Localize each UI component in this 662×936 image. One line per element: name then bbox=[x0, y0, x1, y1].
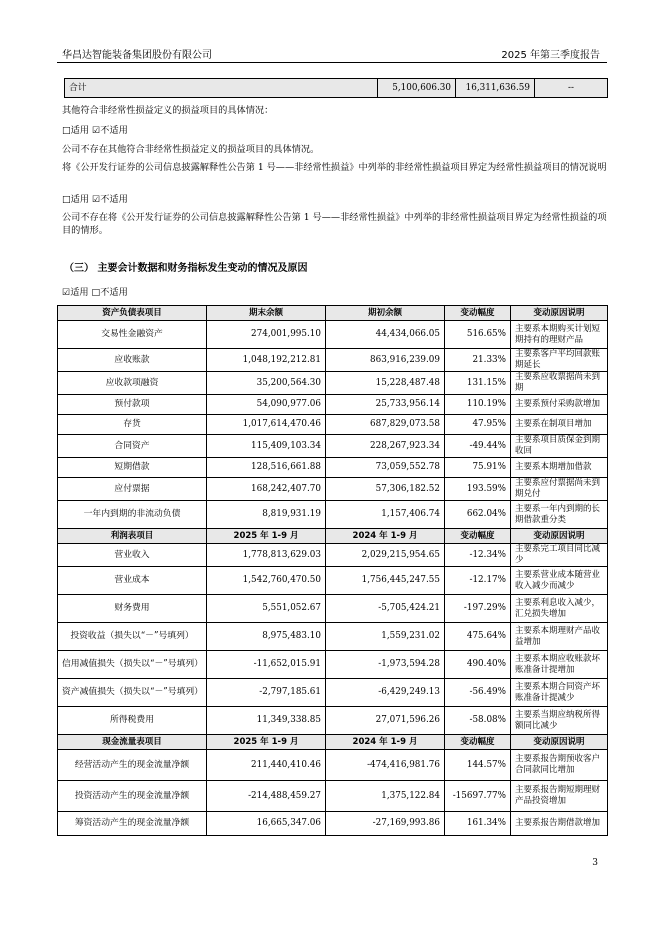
item-name: 投资活动产生的现金流量净额 bbox=[58, 781, 207, 812]
change-reason: 主要系在制项目增加 bbox=[511, 415, 608, 435]
item-name: 应付票据 bbox=[58, 478, 207, 501]
balance-row bbox=[58, 435, 608, 458]
summary-row bbox=[65, 79, 608, 98]
column-header: 2025 年 1-9 月 bbox=[207, 529, 326, 544]
summary-table bbox=[64, 78, 608, 98]
change-reason: 主要系报告期借款增加 bbox=[511, 812, 608, 836]
paragraph: 其他符合非经常性损益定义的损益项目的具体情况： bbox=[62, 105, 274, 116]
value-cell: 44,434,066.05 bbox=[326, 321, 445, 349]
value-cell: 1,542,760,470.50 bbox=[207, 567, 326, 595]
balance-header-row bbox=[58, 306, 608, 321]
balance-row bbox=[58, 372, 608, 395]
changes-table bbox=[57, 305, 608, 836]
profit-row bbox=[58, 544, 608, 567]
value-cell: -214,488,459.27 bbox=[207, 781, 326, 812]
column-header: 变动幅度 bbox=[445, 529, 511, 544]
company-header: 华昌达智能装备集团股份有限公司 bbox=[62, 50, 212, 61]
profit-row bbox=[58, 595, 608, 623]
value-cell: -11,652,015.91 bbox=[207, 651, 326, 679]
column-header: 2024 年 1-9 月 bbox=[326, 735, 445, 750]
value-cell: 35,200,564.30 bbox=[207, 372, 326, 395]
change-reason: 主要系完工项目同比减少 bbox=[511, 544, 608, 567]
change-reason: 主要系当期应纳税所得额同比减少 bbox=[511, 707, 608, 735]
value-cell: 1,048,192,212.81 bbox=[207, 349, 326, 372]
item-name: 筹资活动产生的现金流量净额 bbox=[58, 812, 207, 836]
value-cell: 2,029,215,954.65 bbox=[326, 544, 445, 567]
cashflow-row bbox=[58, 750, 608, 781]
value-cell: -197.29% bbox=[445, 595, 511, 623]
applicability-checkbox: ☑适用 □不适用 bbox=[62, 287, 128, 298]
item-name: 预付款项 bbox=[58, 395, 207, 415]
value-cell: 1,756,445,247.55 bbox=[326, 567, 445, 595]
column-header: 资产负债表项目 bbox=[58, 306, 207, 321]
column-header: 利润表项目 bbox=[58, 529, 207, 544]
value-cell: 57,306,182.52 bbox=[326, 478, 445, 501]
cashflow-row bbox=[58, 781, 608, 812]
item-name: 投资收益（损失以“－”号填列） bbox=[58, 623, 207, 651]
profit-row bbox=[58, 567, 608, 595]
column-header: 变动幅度 bbox=[445, 735, 511, 750]
cashflow-row bbox=[58, 812, 608, 836]
change-reason: 主要系本期增加借款 bbox=[511, 458, 608, 478]
change-reason: 主要系报告期短期理财产品投资增加 bbox=[511, 781, 608, 812]
value-cell: 75.91% bbox=[445, 458, 511, 478]
profit-row bbox=[58, 679, 608, 707]
item-name: 合同资产 bbox=[58, 435, 207, 458]
item-name: 交易性金融资产 bbox=[58, 321, 207, 349]
value-cell: 131.15% bbox=[445, 372, 511, 395]
column-header: 2024 年 1-9 月 bbox=[326, 529, 445, 544]
item-name: 信用减值损失（损失以“－”号填列） bbox=[58, 651, 207, 679]
item-name: 经营活动产生的现金流量净额 bbox=[58, 750, 207, 781]
change-reason: 主要系项目质保金到期收回 bbox=[511, 435, 608, 458]
value-cell: 8,819,931.19 bbox=[207, 501, 326, 529]
value-cell: 21.33% bbox=[445, 349, 511, 372]
column-header: 期初余额 bbox=[326, 306, 445, 321]
applicability-checkbox: □适用 ☑不适用 bbox=[62, 125, 128, 136]
item-name: 营业成本 bbox=[58, 567, 207, 595]
balance-row bbox=[58, 395, 608, 415]
value-cell: -1,973,594.28 bbox=[326, 651, 445, 679]
value-cell: 16,665,347.06 bbox=[207, 812, 326, 836]
value-cell: 27,071,596.26 bbox=[326, 707, 445, 735]
value-cell: 193.59% bbox=[445, 478, 511, 501]
column-header: 变动原因说明 bbox=[511, 735, 608, 750]
value-cell: 115,409,103.34 bbox=[207, 435, 326, 458]
column-header: 期末余额 bbox=[207, 306, 326, 321]
value-cell: 128,516,661.88 bbox=[207, 458, 326, 478]
change-reason: 主要系利息收入减少，汇兑损失增加 bbox=[511, 595, 608, 623]
summary-value: 5,100,606.30 bbox=[378, 79, 456, 98]
value-cell: -474,416,981.76 bbox=[326, 750, 445, 781]
value-cell: 475.64% bbox=[445, 623, 511, 651]
value-cell: 211,440,410.46 bbox=[207, 750, 326, 781]
value-cell: 228,267,923.34 bbox=[326, 435, 445, 458]
value-cell: 168,242,407.70 bbox=[207, 478, 326, 501]
value-cell: 863,916,239.09 bbox=[326, 349, 445, 372]
cashflow-header-row bbox=[58, 735, 608, 750]
balance-row bbox=[58, 415, 608, 435]
change-reason: 主要系应付票据尚未到期兑付 bbox=[511, 478, 608, 501]
section-title: （三） 主要会计数据和财务指标发生变动的情况及原因 bbox=[64, 263, 308, 274]
paragraph: 公司不存在将《公开发行证券的公司信息披露解释性公告第 1 号——非经常性损益》中列举的非经常性损益项目界定为经常性损益的项目的情形。 bbox=[62, 212, 607, 236]
profit-row bbox=[58, 623, 608, 651]
item-name: 应收账款 bbox=[58, 349, 207, 372]
value-cell: -5,705,424.21 bbox=[326, 595, 445, 623]
value-cell: -12.34% bbox=[445, 544, 511, 567]
value-cell: 144.57% bbox=[445, 750, 511, 781]
summary-value: -- bbox=[535, 79, 608, 98]
column-header: 变动原因说明 bbox=[511, 529, 608, 544]
value-cell: 15,228,487.48 bbox=[326, 372, 445, 395]
value-cell: 1,157,406.74 bbox=[326, 501, 445, 529]
value-cell: 516.65% bbox=[445, 321, 511, 349]
column-header: 2025 年 1-9 月 bbox=[207, 735, 326, 750]
applicability-checkbox: □适用 ☑不适用 bbox=[62, 194, 128, 205]
balance-row bbox=[58, 349, 608, 372]
item-name: 存货 bbox=[58, 415, 207, 435]
item-name: 所得税费用 bbox=[58, 707, 207, 735]
summary-value: 16,311,636.59 bbox=[456, 79, 535, 98]
value-cell: -58.08% bbox=[445, 707, 511, 735]
balance-row bbox=[58, 478, 608, 501]
summary-label: 合计 bbox=[65, 79, 378, 98]
balance-row bbox=[58, 321, 608, 349]
change-reason: 主要系本期理财产品收益增加 bbox=[511, 623, 608, 651]
value-cell: 110.19% bbox=[445, 395, 511, 415]
change-reason: 主要系一年内到期的长期借款重分类 bbox=[511, 501, 608, 529]
value-cell: -27,169,993.86 bbox=[326, 812, 445, 836]
changes-table-body bbox=[58, 306, 608, 836]
profit-header-row bbox=[58, 529, 608, 544]
value-cell: 662.04% bbox=[445, 501, 511, 529]
header-divider bbox=[57, 62, 607, 63]
item-name: 一年内到期的非流动负债 bbox=[58, 501, 207, 529]
value-cell: -15697.77% bbox=[445, 781, 511, 812]
value-cell: 1,559,231.02 bbox=[326, 623, 445, 651]
change-reason: 主要系本期购买计划短期持有的理财产品 bbox=[511, 321, 608, 349]
item-name: 财务费用 bbox=[58, 595, 207, 623]
value-cell: 8,975,483.10 bbox=[207, 623, 326, 651]
balance-row bbox=[58, 501, 608, 529]
item-name: 短期借款 bbox=[58, 458, 207, 478]
value-cell: 73,059,552.78 bbox=[326, 458, 445, 478]
column-header: 变动原因说明 bbox=[511, 306, 608, 321]
profit-row bbox=[58, 707, 608, 735]
item-name: 营业收入 bbox=[58, 544, 207, 567]
value-cell: 274,001,995.10 bbox=[207, 321, 326, 349]
change-reason: 主要系报告期预收客户合同款同比增加 bbox=[511, 750, 608, 781]
paragraph: 公司不存在其他符合非经常性损益定义的损益项目的具体情况。 bbox=[62, 144, 320, 155]
value-cell: -6,429,249.13 bbox=[326, 679, 445, 707]
value-cell: 47.95% bbox=[445, 415, 511, 435]
value-cell: 54,090,977.06 bbox=[207, 395, 326, 415]
value-cell: 25,733,956.14 bbox=[326, 395, 445, 415]
item-name: 资产减值损失（损失以“－”号填列） bbox=[58, 679, 207, 707]
change-reason: 主要系预付采购款增加 bbox=[511, 395, 608, 415]
item-name: 应收款项融资 bbox=[58, 372, 207, 395]
value-cell: 490.40% bbox=[445, 651, 511, 679]
value-cell: 161.34% bbox=[445, 812, 511, 836]
value-cell: 5,551,052.67 bbox=[207, 595, 326, 623]
balance-row bbox=[58, 458, 608, 478]
page-number: 3 bbox=[592, 858, 598, 868]
value-cell: 1,778,813,629.03 bbox=[207, 544, 326, 567]
change-reason: 主要系本期应收账款坏账准备计提增加 bbox=[511, 651, 608, 679]
profit-row bbox=[58, 651, 608, 679]
value-cell: -49.44% bbox=[445, 435, 511, 458]
change-reason: 主要系本期合同资产坏账准备计提减少 bbox=[511, 679, 608, 707]
change-reason: 主要系客户平均回款账期延长 bbox=[511, 349, 608, 372]
paragraph: 将《公开发行证券的公司信息披露解释性公告第 1 号——非经常性损益》中列举的非经常性损益项目界定为经常性损益项目的情况说明 bbox=[62, 162, 607, 173]
change-reason: 主要系营业成本随营业收入减少而减少 bbox=[511, 567, 608, 595]
value-cell: -56.49% bbox=[445, 679, 511, 707]
report-header: 2025 年第三季度报告 bbox=[501, 50, 600, 61]
value-cell: 1,375,122.84 bbox=[326, 781, 445, 812]
column-header: 现金流量表项目 bbox=[58, 735, 207, 750]
value-cell: 11,349,338.85 bbox=[207, 707, 326, 735]
column-header: 变动幅度 bbox=[445, 306, 511, 321]
change-reason: 主要系应收票据尚未到期 bbox=[511, 372, 608, 395]
value-cell: 1,017,614,470.46 bbox=[207, 415, 326, 435]
value-cell: -12.17% bbox=[445, 567, 511, 595]
value-cell: 687,829,073.58 bbox=[326, 415, 445, 435]
value-cell: -2,797,185.61 bbox=[207, 679, 326, 707]
